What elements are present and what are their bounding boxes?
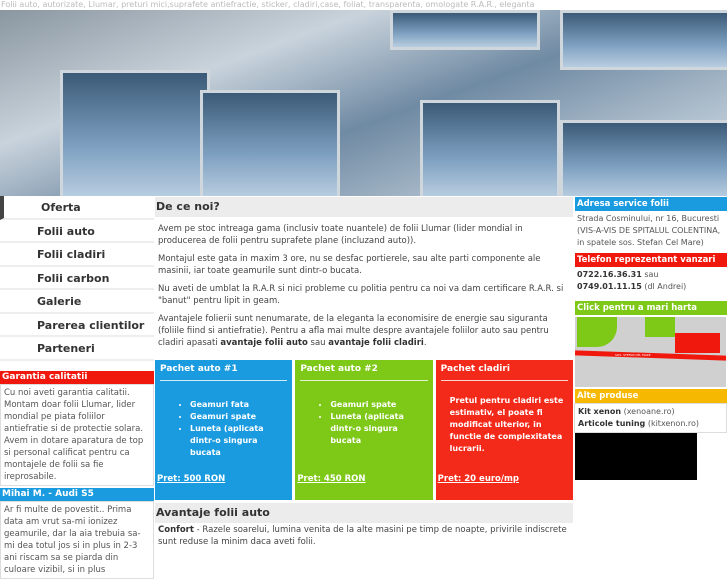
testimonial-text: Ar fi multe de povestit.. Prima data am vrut sa-mi ionizez geamurile, dar la aia trebuia sa-mi dea totul jos si in plus in 2-3 ani riscam sa se piarda din culoare vizibil, si in plus xyxy=(0,501,154,579)
nav-parerea-clientilor[interactable]: Parerea clientilor xyxy=(0,314,154,338)
phone-heading: Telefon reprezentant vanzari xyxy=(575,253,727,267)
black-banner-ad[interactable] xyxy=(575,433,697,480)
card-title: Pachet auto #1 xyxy=(160,364,287,381)
map-heading[interactable]: Click pentru a mari harta xyxy=(575,301,727,315)
phone-2[interactable]: 0749.01.11.15 xyxy=(577,282,642,291)
price-link[interactable]: Pret: 450 RON xyxy=(297,474,366,484)
card-title: Pachet cladiri xyxy=(441,364,568,381)
paragraph: Montajul este gata in maxim 3 ore, nu se desfac portierele, sau alte parti componente ale masinii, iar toate geamurile sunt dintr-o bucata. xyxy=(158,254,541,276)
phone-1[interactable]: 0722.16.36.31 xyxy=(577,270,642,279)
package-card-auto-1: Pachet auto #1 • Geamuri fata • Geamuri spate • Luneta (aplicata dintr-o singura bucata Pret: 500 RON xyxy=(155,360,292,500)
site-tagline: Folii auto, autorizate, Llumar, preturi mici,suprafete antiefractie, sticker, cladiri,case, foliat, transparenta, omologate R.A.R., eleganta xyxy=(1,0,535,9)
package-card-auto-2: Pachet auto #2 • Geamuri spate • Luneta (aplicata dintr-o singura bucata Pret: 450 RON xyxy=(295,360,432,500)
testimonial-heading: Mihai M. - Audi S5 xyxy=(0,488,154,501)
link-kit-xenon[interactable]: Kit xenon xyxy=(578,407,622,416)
advantages-title: Avantaje folii auto xyxy=(155,503,573,523)
nav-folii-cladiri[interactable]: Folii cladiri xyxy=(0,243,154,267)
map-thumbnail[interactable]: SOS. STEFAN CEL MARE xyxy=(575,317,726,387)
nav-folii-auto[interactable]: Folii auto xyxy=(0,220,154,244)
card-title: Pachet auto #2 xyxy=(300,364,427,381)
package-card-cladiri: Pachet cladiri Pretul pentru cladiri este estimativ, el poate fi modificat ulterior, in functie de complexitatea lucrarii. Pret: 20 euro/mp xyxy=(436,360,573,500)
other-products-heading: Alte produse xyxy=(575,389,727,403)
address-text: Strada Cosminului, nr 16, Bucuresti (VIS-A-VIS DE SPITALUL COLENTINA, in spatele sos. Stefan Cel Mare) xyxy=(577,214,721,247)
guarantee-text: Cu noi aveti garantia calitatii. Montam doar folii Llumar, lider mondial pe piata foliilor antiefratie si de protectie solara. Avem in dotare aparatura de top si personal calificat pentru ca montajele de folii sa fie ireprosabile. xyxy=(0,384,154,486)
address-heading: Adresa service folii xyxy=(575,197,727,211)
link-avantaje-folii-cladiri[interactable]: avantaje folii cladiri xyxy=(328,338,424,348)
paragraph: Avantajele folierii sunt nenumarate, de la eleganta la economisire de energie sau siguranta (foliile fiind si antiefratie). Pentru a afla mai multe despre avantajele foliilor auto sau pentru cladiri apasati avantaje folii auto sau avantaje folii cladiri. xyxy=(158,314,549,348)
section-title: De ce noi? xyxy=(155,197,573,217)
nav-oferta[interactable]: Oferta xyxy=(0,196,154,220)
link-articole-tuning[interactable]: Articole tuning xyxy=(578,419,646,428)
guarantee-heading: Garantia calitatii xyxy=(0,371,154,384)
nav-folii-carbon[interactable]: Folii carbon xyxy=(0,267,154,291)
link-avantaje-folii-auto[interactable]: avantaje folii auto xyxy=(220,338,308,348)
nav-parteneri[interactable]: Parteneri xyxy=(0,337,154,361)
paragraph: Avem pe stoc intreaga gama (inclusiv toate nuantele) de folii Llumar (lider mondial in producerea de folii pentru suprafete plane (incluzand auto)). xyxy=(158,224,523,246)
paragraph: Nu aveti de umblat la R.A.R si nici probleme cu politia pentru ca noi va dam certificare R.A.R. si "banut" pentru lipit in geam. xyxy=(158,284,564,306)
price-link[interactable]: Pret: 500 RON xyxy=(157,474,226,484)
nav-galerie[interactable]: Galerie xyxy=(0,290,154,314)
price-link[interactable]: Pret: 20 euro/mp xyxy=(437,474,519,484)
header-banner-image xyxy=(0,10,727,196)
